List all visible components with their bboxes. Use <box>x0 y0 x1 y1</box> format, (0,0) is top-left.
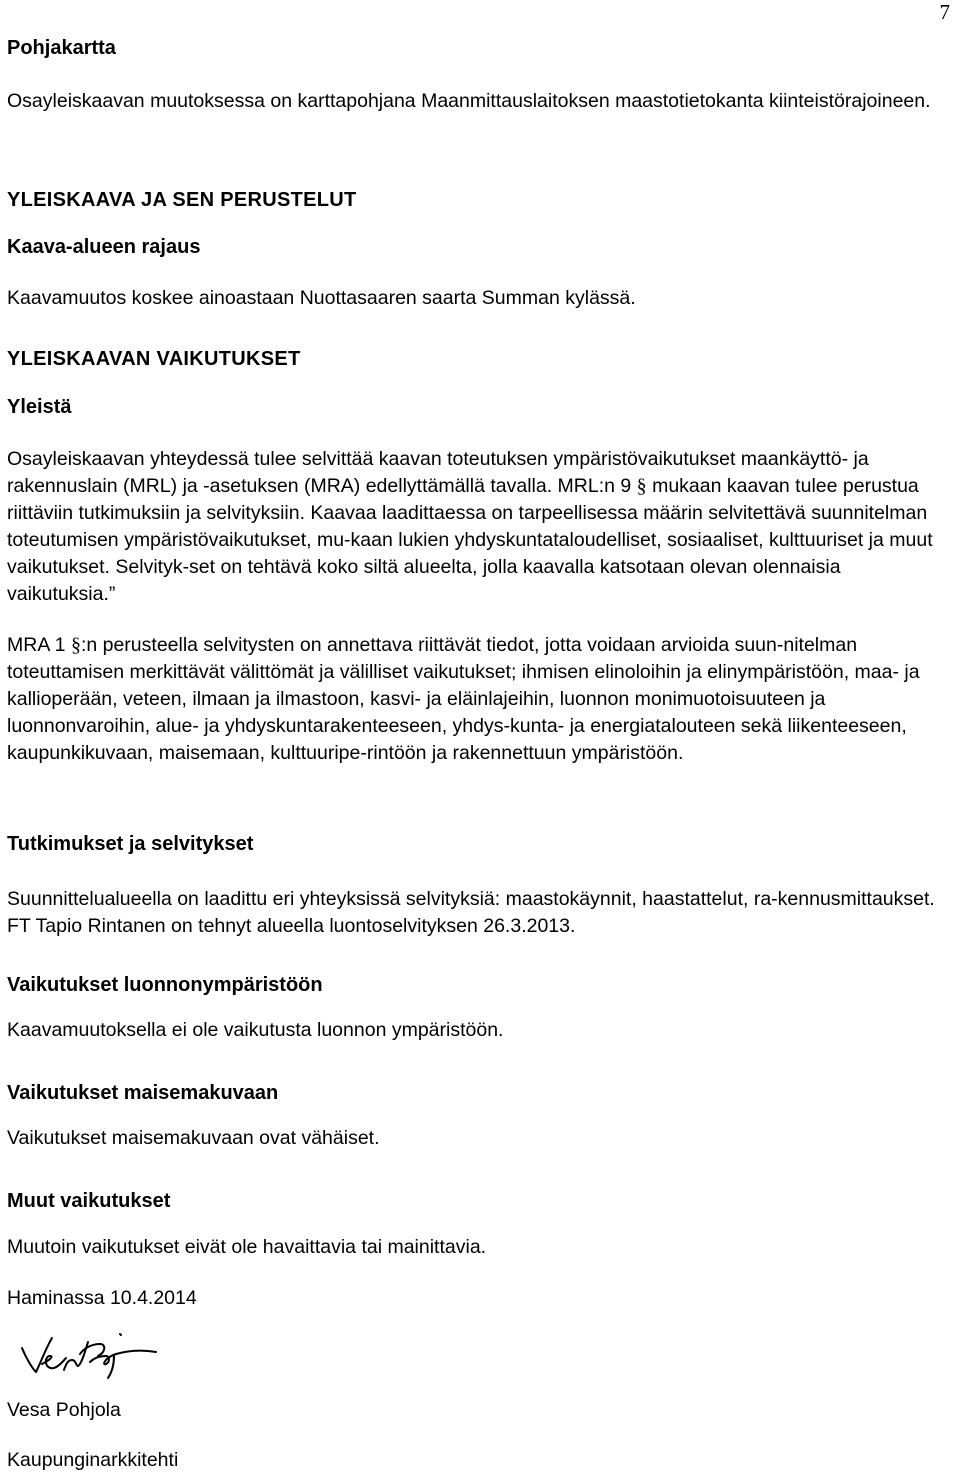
heading-maisemakuvaan: Vaikutukset maisemakuvaan <box>7 1082 279 1104</box>
heading-luonnonymparisto: Vaikutukset luonnonympäristöön <box>7 974 323 996</box>
luonnonymparisto-text: Kaavamuutoksella ei ole vaikutusta luonnon ympäristöön. <box>7 1019 504 1041</box>
heading-yleiskaava: YLEISKAAVA JA SEN PERUSTELUT <box>7 189 357 211</box>
paragraph-2-start: MRA 1 <box>7 634 71 656</box>
vaikutukset-paragraph-1 <box>7 446 950 608</box>
signature-image <box>20 1330 160 1380</box>
pohjakartta-text: Osayleiskaavan muutoksessa on karttapohjana Maanmittauslaitoksen maastotietokanta kiinteistörajoineen. <box>7 90 931 112</box>
heading-yleiskaavan-vaikutukset: YLEISKAAVAN VAIKUTUKSET <box>7 348 301 370</box>
subheading-kaava-alueen-rajaus: Kaava-alueen rajaus <box>7 236 201 258</box>
heading-pohjakartta: Pohjakartta <box>7 37 116 59</box>
section-sign: § <box>636 475 647 497</box>
subheading-yleista: Yleistä <box>7 396 72 418</box>
heading-tutkimukset: Tutkimukset ja selvitykset <box>7 833 254 855</box>
signer-title: Kaupunginarkkitehti <box>7 1449 179 1471</box>
signer-name: Vesa Pohjola <box>7 1399 121 1421</box>
yleiskaava-text: Kaavamuutos koskee ainoastaan Nuottasaaren saarta Summan kylässä. <box>7 287 636 309</box>
place-date: Haminassa 10.4.2014 <box>7 1287 197 1309</box>
paragraph-2-end: :n perusteella selvitysten on annettava riittävät tiedot, jotta voidaan arvioida suun-nitelman toteuttamisen merkittävät välittömät ja välilliset vaikutukset; ihmisen elinoloihin ja elinympäristöön, maa- ja kallioperään, veteen, ilmaan ja ilmastoon, kasvi- ja eläinlajeihin, luonnon monimuotoisuuteen ja luonnonvaroihin, alue- ja yhdyskuntarakenteeseen, yhdys-kunta- ja energiatalouteen sekä liikenteeseen, kaupunkikuvaan, maisemaan, kulttuuripe-rintöön ja rakennettuun ympäristöön. <box>7 634 920 764</box>
muut-text: Muutoin vaikutukset eivät ole havaittavia tai mainittavia. <box>7 1236 487 1258</box>
heading-muut-vaikutukset: Muut vaikutukset <box>7 1190 171 1212</box>
maisemakuvaan-text: Vaikutukset maisemakuvaan ovat vähäiset. <box>7 1127 380 1149</box>
vaikutukset-paragraph-2 <box>7 632 950 767</box>
tutkimukset-text: Suunnittelualueella on laadittu eri yhteyksissä selvityksiä: maastokäynnit, haastattelut, ra-kennusmittaukset. FT Tapio Rintanen on tehnyt alueella luontoselvityksen 26.3.2013. <box>7 888 935 937</box>
paragraph-1-start: Osayleiskaavan yhteydessä tulee selvittää kaavan toteutuksen ympäristövaikutukset maankäyttö- ja rakennuslain (MRL) ja -asetuksen (MRA) edellyttämällä tavalla. MRL:n 9 <box>7 448 869 497</box>
paragraph-1-end: mukaan kaavan tulee perustua riittäviin tutkimuksiin ja selvityksiin. Kaavaa laadittaessa on tarpeellisessa määrin selvitettävä suunnitelman toteutumisen ympäristövaikutukset, mu-kaan lukien yhdyskuntataloudelliset, sosiaaliset, kulttuuriset ja muut vaikutukset. Selvityk-set on tehtävä koko siltä alueelta, jolla kaavalla katsotaan olevan olennaisia vaikutuksia.” <box>7 475 933 605</box>
section-sign: § <box>70 634 81 656</box>
page-number: 7 <box>939 0 950 24</box>
